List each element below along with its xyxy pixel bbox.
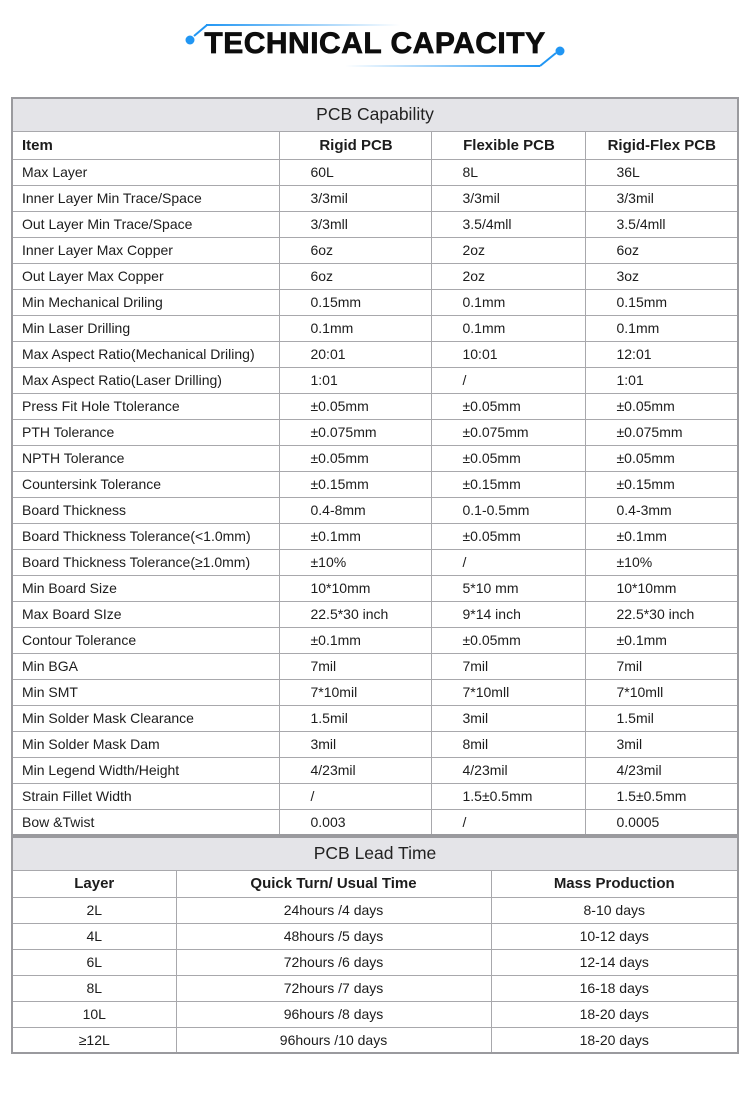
value-cell: 5*10 mm bbox=[432, 575, 586, 601]
value-cell: 16-18 days bbox=[491, 975, 738, 1001]
value-cell: 22.5*30 inch bbox=[280, 601, 432, 627]
value-cell: 3oz bbox=[586, 263, 738, 289]
table-row bbox=[12, 1027, 738, 1053]
value-cell: 0.4-8mm bbox=[280, 497, 432, 523]
value-cell: 6oz bbox=[586, 237, 738, 263]
table-row bbox=[12, 897, 738, 923]
row-label: Inner Layer Max Copper bbox=[12, 237, 280, 263]
row-label: Contour Tolerance bbox=[12, 627, 280, 653]
value-cell: 8-10 days bbox=[491, 897, 738, 923]
table-caption-row bbox=[12, 837, 738, 870]
value-cell: ±10% bbox=[586, 549, 738, 575]
value-cell: 3.5/4mll bbox=[586, 211, 738, 237]
value-cell: 10:01 bbox=[432, 341, 586, 367]
value-cell: 7mil bbox=[432, 653, 586, 679]
value-cell: 3mil bbox=[586, 731, 738, 757]
value-cell: ±0.075mm bbox=[586, 419, 738, 445]
value-cell: 7*10mll bbox=[432, 679, 586, 705]
value-cell: ±0.15mm bbox=[280, 471, 432, 497]
value-cell: 0.1mm bbox=[432, 315, 586, 341]
value-cell: 36L bbox=[586, 159, 738, 185]
row-label: Min Board Size bbox=[12, 575, 280, 601]
value-cell: ±0.05mm bbox=[432, 627, 586, 653]
value-cell: 0.15mm bbox=[280, 289, 432, 315]
row-label: Out Layer Max Copper bbox=[12, 263, 280, 289]
value-cell: 10*10mm bbox=[586, 575, 738, 601]
table-row bbox=[12, 809, 738, 835]
column-header-row bbox=[12, 131, 738, 159]
row-label: Min Mechanical Driling bbox=[12, 289, 280, 315]
table-row bbox=[12, 159, 738, 185]
table-row bbox=[12, 783, 738, 809]
value-cell: 0.1-0.5mm bbox=[432, 497, 586, 523]
value-cell: 8mil bbox=[432, 731, 586, 757]
value-cell: ±0.05mm bbox=[432, 393, 586, 419]
row-label: Max Aspect Ratio(Mechanical Driling) bbox=[12, 341, 280, 367]
value-cell: ±0.075mm bbox=[432, 419, 586, 445]
value-cell: 1.5mil bbox=[586, 705, 738, 731]
value-cell: ±0.1mm bbox=[586, 627, 738, 653]
value-cell: / bbox=[432, 809, 586, 835]
value-cell: 10*10mm bbox=[280, 575, 432, 601]
value-cell: 3mil bbox=[432, 705, 586, 731]
value-cell: 7mil bbox=[280, 653, 432, 679]
value-cell: 72hours /6 days bbox=[176, 949, 491, 975]
value-cell: ±0.15mm bbox=[586, 471, 738, 497]
row-label: Min Solder Mask Dam bbox=[12, 731, 280, 757]
value-cell: 1.5±0.5mm bbox=[432, 783, 586, 809]
table-row bbox=[12, 549, 738, 575]
pcb-lead-time-table bbox=[11, 836, 739, 1054]
column-header: Mass Production bbox=[491, 870, 738, 897]
value-cell: ±0.05mm bbox=[432, 523, 586, 549]
table-row bbox=[12, 419, 738, 445]
table-row bbox=[12, 263, 738, 289]
table-row bbox=[12, 679, 738, 705]
value-cell: 60L bbox=[280, 159, 432, 185]
table-row bbox=[12, 237, 738, 263]
table-row bbox=[12, 627, 738, 653]
value-cell: 3/3mil bbox=[432, 185, 586, 211]
value-cell: ±0.05mm bbox=[432, 445, 586, 471]
table-row bbox=[12, 367, 738, 393]
pcb-capability-table bbox=[11, 97, 739, 836]
value-cell: 0.0005 bbox=[586, 809, 738, 835]
table-row bbox=[12, 185, 738, 211]
table-row bbox=[12, 471, 738, 497]
table-row bbox=[12, 445, 738, 471]
row-label: Min BGA bbox=[12, 653, 280, 679]
row-label: 6L bbox=[12, 949, 176, 975]
value-cell: 96hours /10 days bbox=[176, 1027, 491, 1053]
value-cell: ±0.05mm bbox=[280, 393, 432, 419]
value-cell: ±0.15mm bbox=[432, 471, 586, 497]
table-caption: PCB Lead Time bbox=[12, 837, 738, 870]
row-label: Min SMT bbox=[12, 679, 280, 705]
value-cell: 6oz bbox=[280, 263, 432, 289]
row-label: Min Solder Mask Clearance bbox=[12, 705, 280, 731]
value-cell: 1.5mil bbox=[280, 705, 432, 731]
value-cell: 1:01 bbox=[280, 367, 432, 393]
row-label: 10L bbox=[12, 1001, 176, 1027]
value-cell: 1:01 bbox=[586, 367, 738, 393]
value-cell: 20:01 bbox=[280, 341, 432, 367]
value-cell: ±0.075mm bbox=[280, 419, 432, 445]
value-cell: 3/3mll bbox=[280, 211, 432, 237]
row-label: Max Board SIze bbox=[12, 601, 280, 627]
table-row bbox=[12, 949, 738, 975]
value-cell: ±10% bbox=[280, 549, 432, 575]
column-header: Flexible PCB bbox=[432, 131, 586, 159]
value-cell: 10-12 days bbox=[491, 923, 738, 949]
value-cell: ±0.1mm bbox=[586, 523, 738, 549]
value-cell: 48hours /5 days bbox=[176, 923, 491, 949]
row-label: Bow &Twist bbox=[12, 809, 280, 835]
table-row bbox=[12, 523, 738, 549]
row-label: Min Laser Drilling bbox=[12, 315, 280, 341]
row-label: Strain Fillet Width bbox=[12, 783, 280, 809]
value-cell: 24hours /4 days bbox=[176, 897, 491, 923]
value-cell: 0.1mm bbox=[586, 315, 738, 341]
value-cell: 22.5*30 inch bbox=[586, 601, 738, 627]
value-cell: 96hours /8 days bbox=[176, 1001, 491, 1027]
value-cell: 3mil bbox=[280, 731, 432, 757]
value-cell: 2oz bbox=[432, 237, 586, 263]
table-row bbox=[12, 289, 738, 315]
table-row bbox=[12, 341, 738, 367]
value-cell: 6oz bbox=[280, 237, 432, 263]
value-cell: 7*10mll bbox=[586, 679, 738, 705]
value-cell: 0.1mm bbox=[432, 289, 586, 315]
title-section bbox=[0, 0, 750, 97]
column-header: Layer bbox=[12, 870, 176, 897]
table-row bbox=[12, 315, 738, 341]
column-header: Rigid-Flex PCB bbox=[586, 131, 738, 159]
column-header: Item bbox=[12, 131, 280, 159]
page-title: TECHNICAL CAPACITY bbox=[204, 27, 546, 60]
value-cell: 72hours /7 days bbox=[176, 975, 491, 1001]
value-cell: 3.5/4mll bbox=[432, 211, 586, 237]
table-row bbox=[12, 731, 738, 757]
value-cell: 3/3mil bbox=[280, 185, 432, 211]
row-label: Board Thickness Tolerance(≥1.0mm) bbox=[12, 549, 280, 575]
value-cell: / bbox=[280, 783, 432, 809]
table-row bbox=[12, 923, 738, 949]
row-label: PTH Tolerance bbox=[12, 419, 280, 445]
table-row bbox=[12, 393, 738, 419]
value-cell: 18-20 days bbox=[491, 1027, 738, 1053]
value-cell: 8L bbox=[432, 159, 586, 185]
value-cell: ±0.1mm bbox=[280, 627, 432, 653]
row-label: Board Thickness Tolerance(<1.0mm) bbox=[12, 523, 280, 549]
value-cell: ±0.05mm bbox=[280, 445, 432, 471]
value-cell: 12-14 days bbox=[491, 949, 738, 975]
value-cell: 0.4-3mm bbox=[586, 497, 738, 523]
column-header: Rigid PCB bbox=[280, 131, 432, 159]
table-row bbox=[12, 601, 738, 627]
value-cell: 0.1mm bbox=[280, 315, 432, 341]
table-row bbox=[12, 757, 738, 783]
table-row bbox=[12, 575, 738, 601]
value-cell: 4/23mil bbox=[586, 757, 738, 783]
value-cell: 9*14 inch bbox=[432, 601, 586, 627]
table-caption: PCB Capability bbox=[12, 98, 738, 131]
row-label: Min Legend Width/Height bbox=[12, 757, 280, 783]
value-cell: 4/23mil bbox=[280, 757, 432, 783]
value-cell: 7mil bbox=[586, 653, 738, 679]
row-label: 2L bbox=[12, 897, 176, 923]
row-label: Max Layer bbox=[12, 159, 280, 185]
column-header-row bbox=[12, 870, 738, 897]
value-cell: 2oz bbox=[432, 263, 586, 289]
value-cell: / bbox=[432, 549, 586, 575]
row-label: Max Aspect Ratio(Laser Drilling) bbox=[12, 367, 280, 393]
row-label: 8L bbox=[12, 975, 176, 1001]
value-cell: 4/23mil bbox=[432, 757, 586, 783]
table-row bbox=[12, 975, 738, 1001]
value-cell: / bbox=[432, 367, 586, 393]
row-label: Countersink Tolerance bbox=[12, 471, 280, 497]
row-label: Inner Layer Min Trace/Space bbox=[12, 185, 280, 211]
table-row bbox=[12, 1001, 738, 1027]
row-label: ≥12L bbox=[12, 1027, 176, 1053]
value-cell: 3/3mil bbox=[586, 185, 738, 211]
row-label: Out Layer Min Trace/Space bbox=[12, 211, 280, 237]
value-cell: 7*10mil bbox=[280, 679, 432, 705]
value-cell: ±0.05mm bbox=[586, 393, 738, 419]
value-cell: 12:01 bbox=[586, 341, 738, 367]
value-cell: ±0.1mm bbox=[280, 523, 432, 549]
row-label: Press Fit Hole Ttolerance bbox=[12, 393, 280, 419]
row-label: 4L bbox=[12, 923, 176, 949]
column-header: Quick Turn/ Usual Time bbox=[176, 870, 491, 897]
row-label: Board Thickness bbox=[12, 497, 280, 523]
table-caption-row bbox=[12, 98, 738, 131]
row-label: NPTH Tolerance bbox=[12, 445, 280, 471]
value-cell: 0.003 bbox=[280, 809, 432, 835]
table-row bbox=[12, 211, 738, 237]
value-cell: 18-20 days bbox=[491, 1001, 738, 1027]
table-row bbox=[12, 653, 738, 679]
table-row bbox=[12, 705, 738, 731]
table-row bbox=[12, 497, 738, 523]
value-cell: ±0.05mm bbox=[586, 445, 738, 471]
value-cell: 1.5±0.5mm bbox=[586, 783, 738, 809]
value-cell: 0.15mm bbox=[586, 289, 738, 315]
